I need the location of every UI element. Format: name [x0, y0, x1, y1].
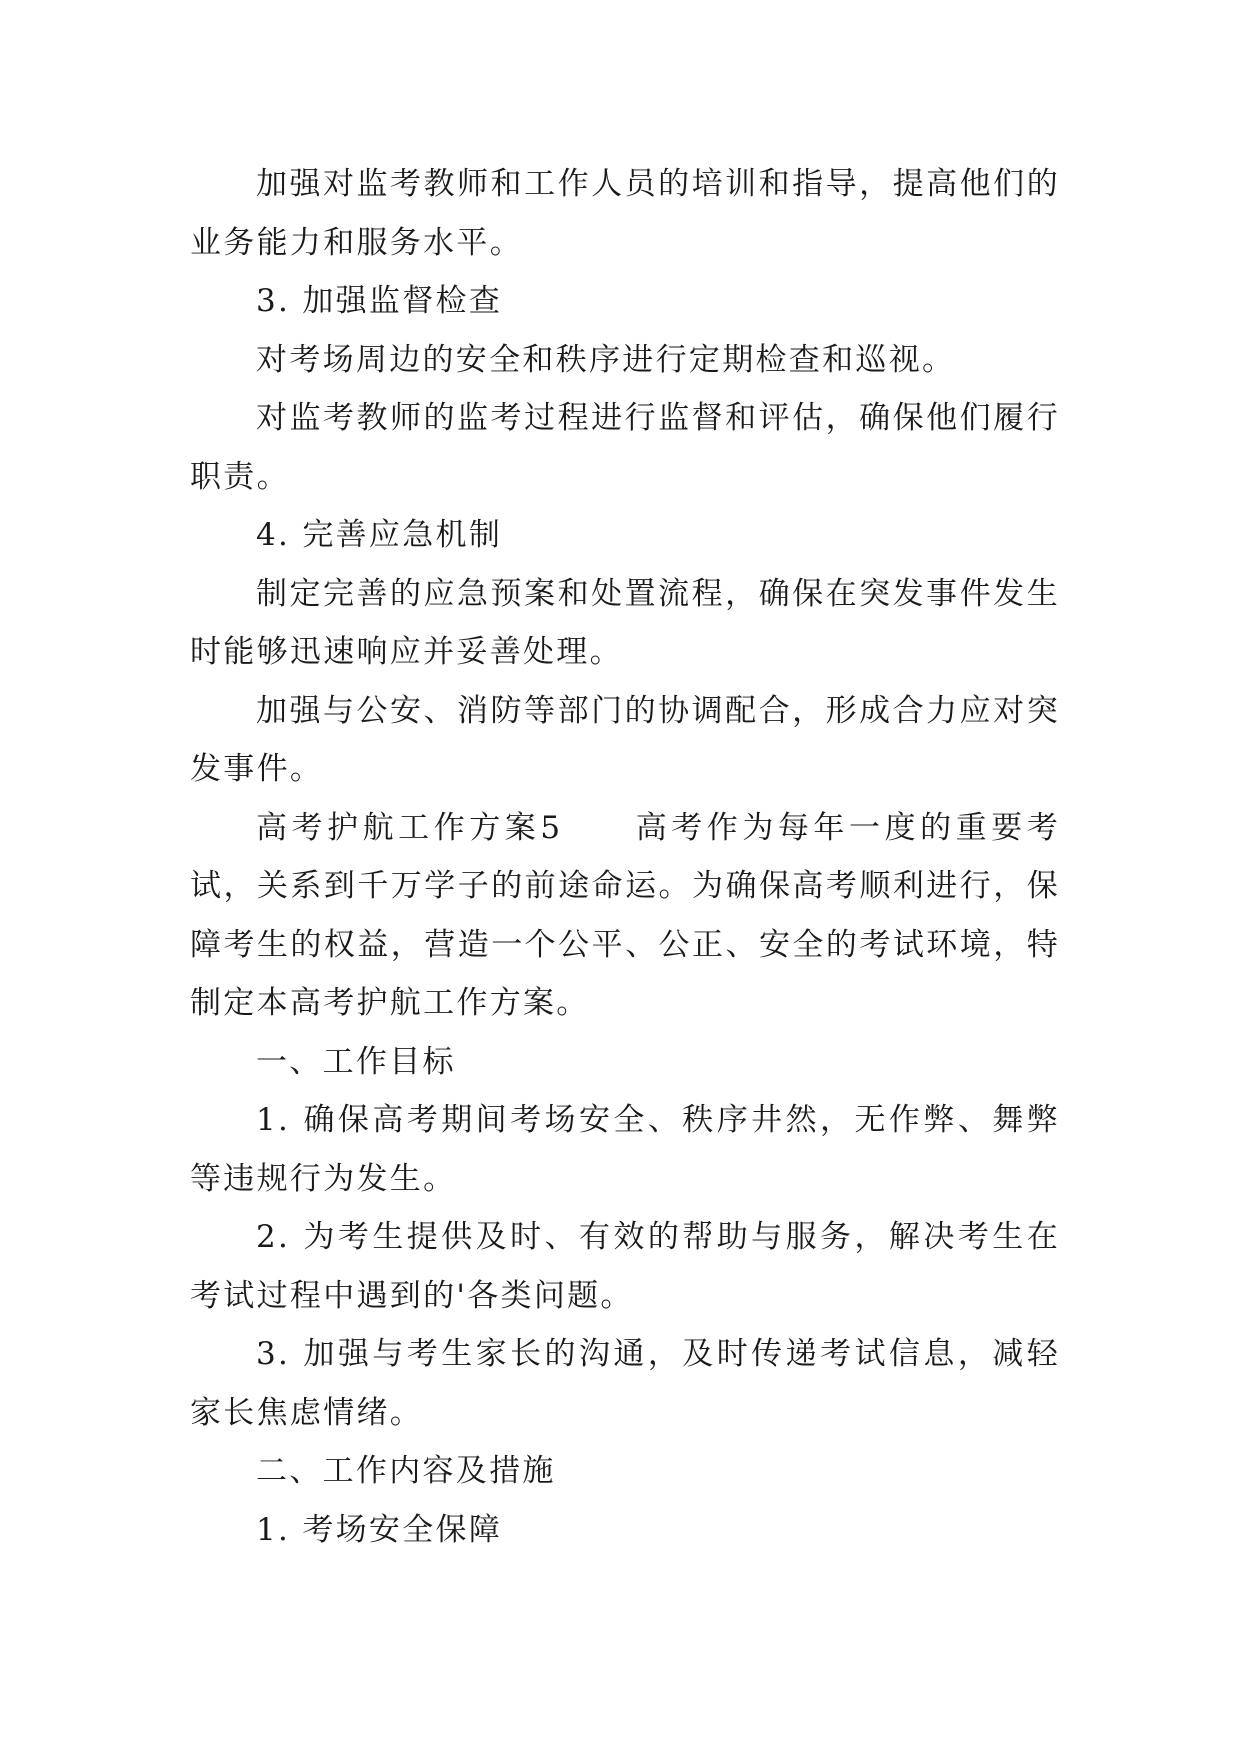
paragraph-coordination: 加强与公安、消防等部门的协调配合，形成合力应对突发事件。 — [190, 692, 1060, 787]
document-page — [190, 155, 1060, 1559]
heading-content-measures: 二、工作内容及措施 — [256, 1453, 556, 1489]
paragraph-training: 加强对监考教师和工作人员的培训和指导，提高他们的业务能力和服务水平。 — [190, 166, 1060, 261]
paragraph-goal-2: 2. 为考生提供及时、有效的帮助与服务，解决考生在考试过程中遇到的'各类问题。 — [190, 1219, 1060, 1314]
heading-supervision: 3. 加强监督检查 — [256, 283, 503, 319]
heading-goals: 一、工作目标 — [256, 1043, 456, 1080]
paragraph-goal-1: 1. 确保高考期间考场安全、秩序井然，无作弊、舞弊等违规行为发生。 — [190, 1102, 1060, 1197]
paragraph-evaluation: 对监考教师的监考过程进行监督和评估，确保他们履行职责。 — [190, 400, 1060, 495]
paragraph-emergency-plan: 制定完善的应急预案和处置流程，确保在突发事件发生时能够迅速响应并妥善处理。 — [190, 575, 1060, 670]
paragraph-plan-5-intro: 高考护航工作方案5 高考作为每年一度的重要考试，关系到千万学子的前途命运。为确保高考顺利进行，保障考生的权益，营造一个公平、公正、安全的考试环境，特制定本高考护航工作方案。 — [190, 809, 1060, 1021]
paragraph-patrol: 对考场周边的安全和秩序进行定期检查和巡视。 — [256, 341, 956, 378]
paragraph-goal-3: 3. 加强与考生家长的沟通，及时传递考试信息，减轻家长焦虑情绪。 — [190, 1336, 1060, 1431]
heading-exam-safety: 1. 考场安全保障 — [256, 1511, 503, 1548]
heading-emergency: 4. 完善应急机制 — [256, 517, 503, 553]
